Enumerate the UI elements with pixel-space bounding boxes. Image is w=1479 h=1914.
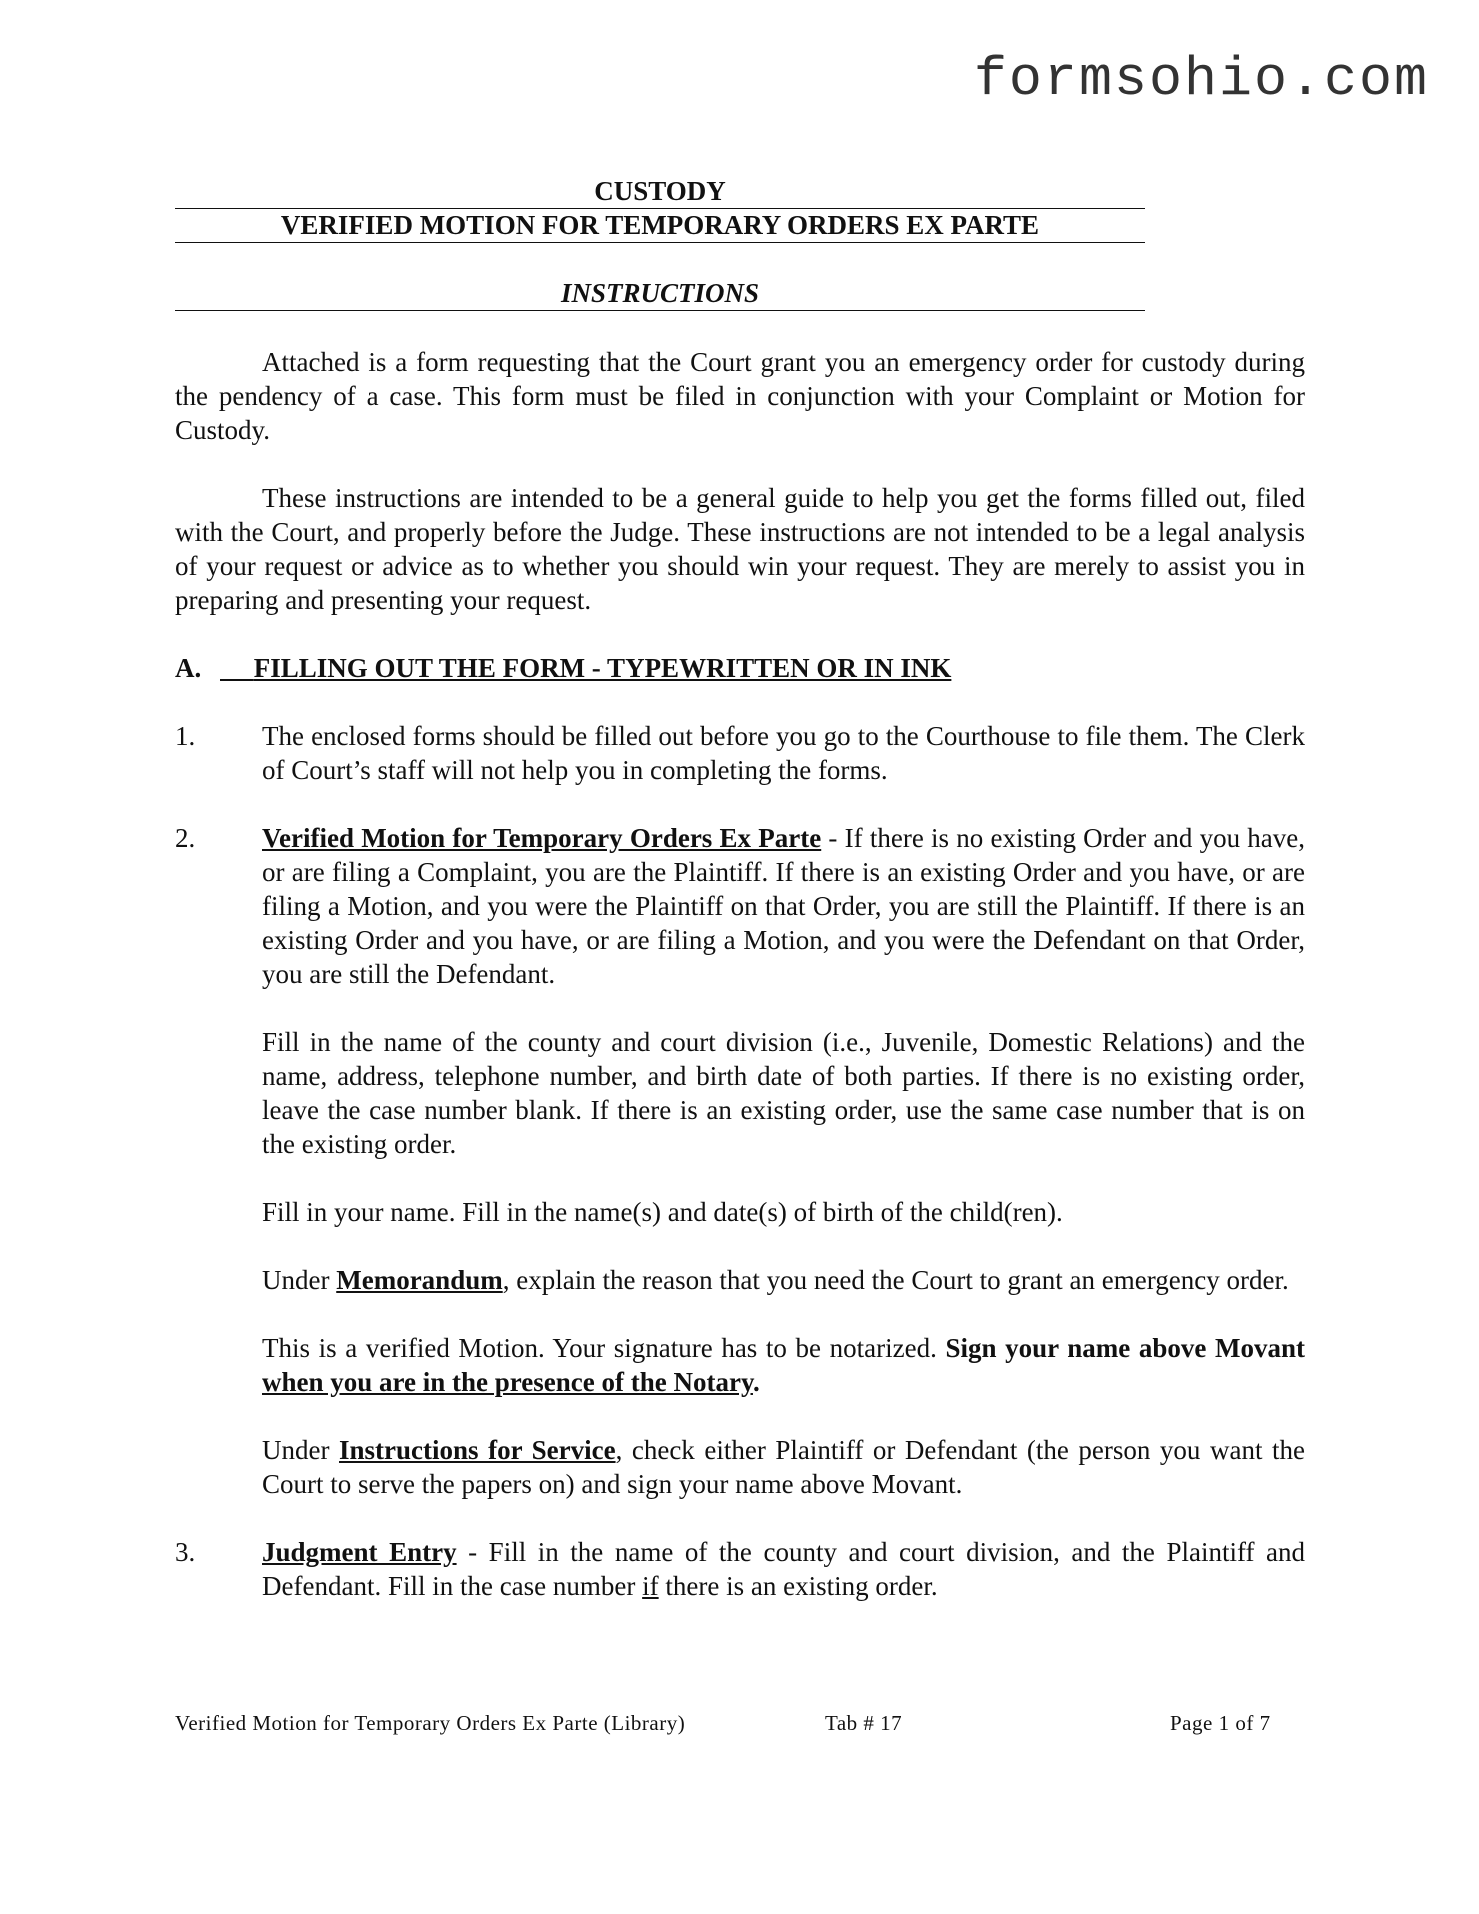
item-text: The enclosed forms should be filled out before you go to the Courthouse to file them. The Clerk of Court’s staff will not help you in completing the forms. [262,721,1305,785]
instruction-item-2 [175,821,1305,991]
instruction-item-3 [175,1535,1305,1603]
service-term: Instructions for Service [339,1435,616,1465]
footer-tab-number: Tab # 17 [825,1711,903,1735]
item-2-paragraph-children: Fill in your name. Fill in the name(s) and date(s) of birth of the child(ren). [262,1197,1063,1227]
item-number: 1. [175,721,196,751]
item-number: 2. [175,823,196,853]
item-text: Verified Motion for Temporary Orders Ex Parte - If there is no existing Order and you have, or are filing a Complaint, you are the Plaintiff. If there is an existing Order and you have, or are filing a Motion, and you were the Plaintiff on that Order, you are still the Plaintiff. If there is an existing Order and you have, or are filing a Motion, and you were the Defendant on that Order, you are still the Defendant. [262,823,1306,989]
item-2-paragraph-memorandum: Under Memorandum, explain the reason that you need the Court to grant an emergency order. [262,1265,1289,1295]
footer-page-number: Page 1 of 7 [1170,1711,1271,1735]
section-a-heading [175,651,1305,685]
document-title-custody: CUSTODY [175,175,1145,209]
document-page [175,175,1305,1603]
document-title-motion: VERIFIED MOTION FOR TEMPORARY ORDERS EX PARTE [175,209,1145,243]
site-watermark: formsohio.com [973,48,1429,111]
item-heading: Verified Motion for Temporary Orders Ex Parte [262,823,822,853]
section-a-title: FILLING OUT THE FORM - TYPEWRITTEN OR IN INK [253,653,952,683]
instruction-item-1 [175,719,1305,787]
item-number: 3. [175,1537,196,1567]
intro-paragraph-2: These instructions are intended to be a general guide to help you get the forms filled out, filed with the Court, and properly before the Judge. These instructions are not intended to be a legal analysis of your request or advice as to whether you should win your request. They are merely to assist you in preparing and presenting your request. [175,483,1305,615]
section-a-letter: A. [175,653,202,683]
item-2-paragraph-service: Under Instructions for Service, check either Plaintiff or Defendant (the person you want the Court to serve the papers on) and sign your name above Movant. [262,1435,1305,1499]
item-2-paragraph-notary: This is a verified Motion. Your signature has to be notarized. Sign your name above Movant when you are in the presence of the Notary. [262,1333,1306,1397]
notary-emphasis: when you are in the presence of the Notary [262,1367,753,1397]
item-text: Judgment Entry - Fill in the name of the county and court division, and the Plaintiff and Defendant. Fill in the case number if there is an existing order. [262,1537,1306,1601]
item-heading: Judgment Entry [262,1537,457,1567]
document-title-block [175,175,1145,311]
instructions-heading: INSTRUCTIONS [175,277,1145,311]
memorandum-term: Memorandum [336,1265,503,1295]
intro-paragraph-1: Attached is a form requesting that the Court grant you an emergency order for custody during the pendency of a case. This form must be filed in conjunction with your Complaint or Motion for Custody. [175,347,1305,445]
footer-document-name: Verified Motion for Temporary Orders Ex Parte (Library) [175,1711,686,1735]
item-2-paragraph-parties: Fill in the name of the county and court division (i.e., Juvenile, Domestic Relations) and the name, address, telephone number, and birth date of both parties. If there is no existing order, leave the case number blank. If there is an existing order, use the same case number that is on the existing order. [262,1027,1305,1159]
